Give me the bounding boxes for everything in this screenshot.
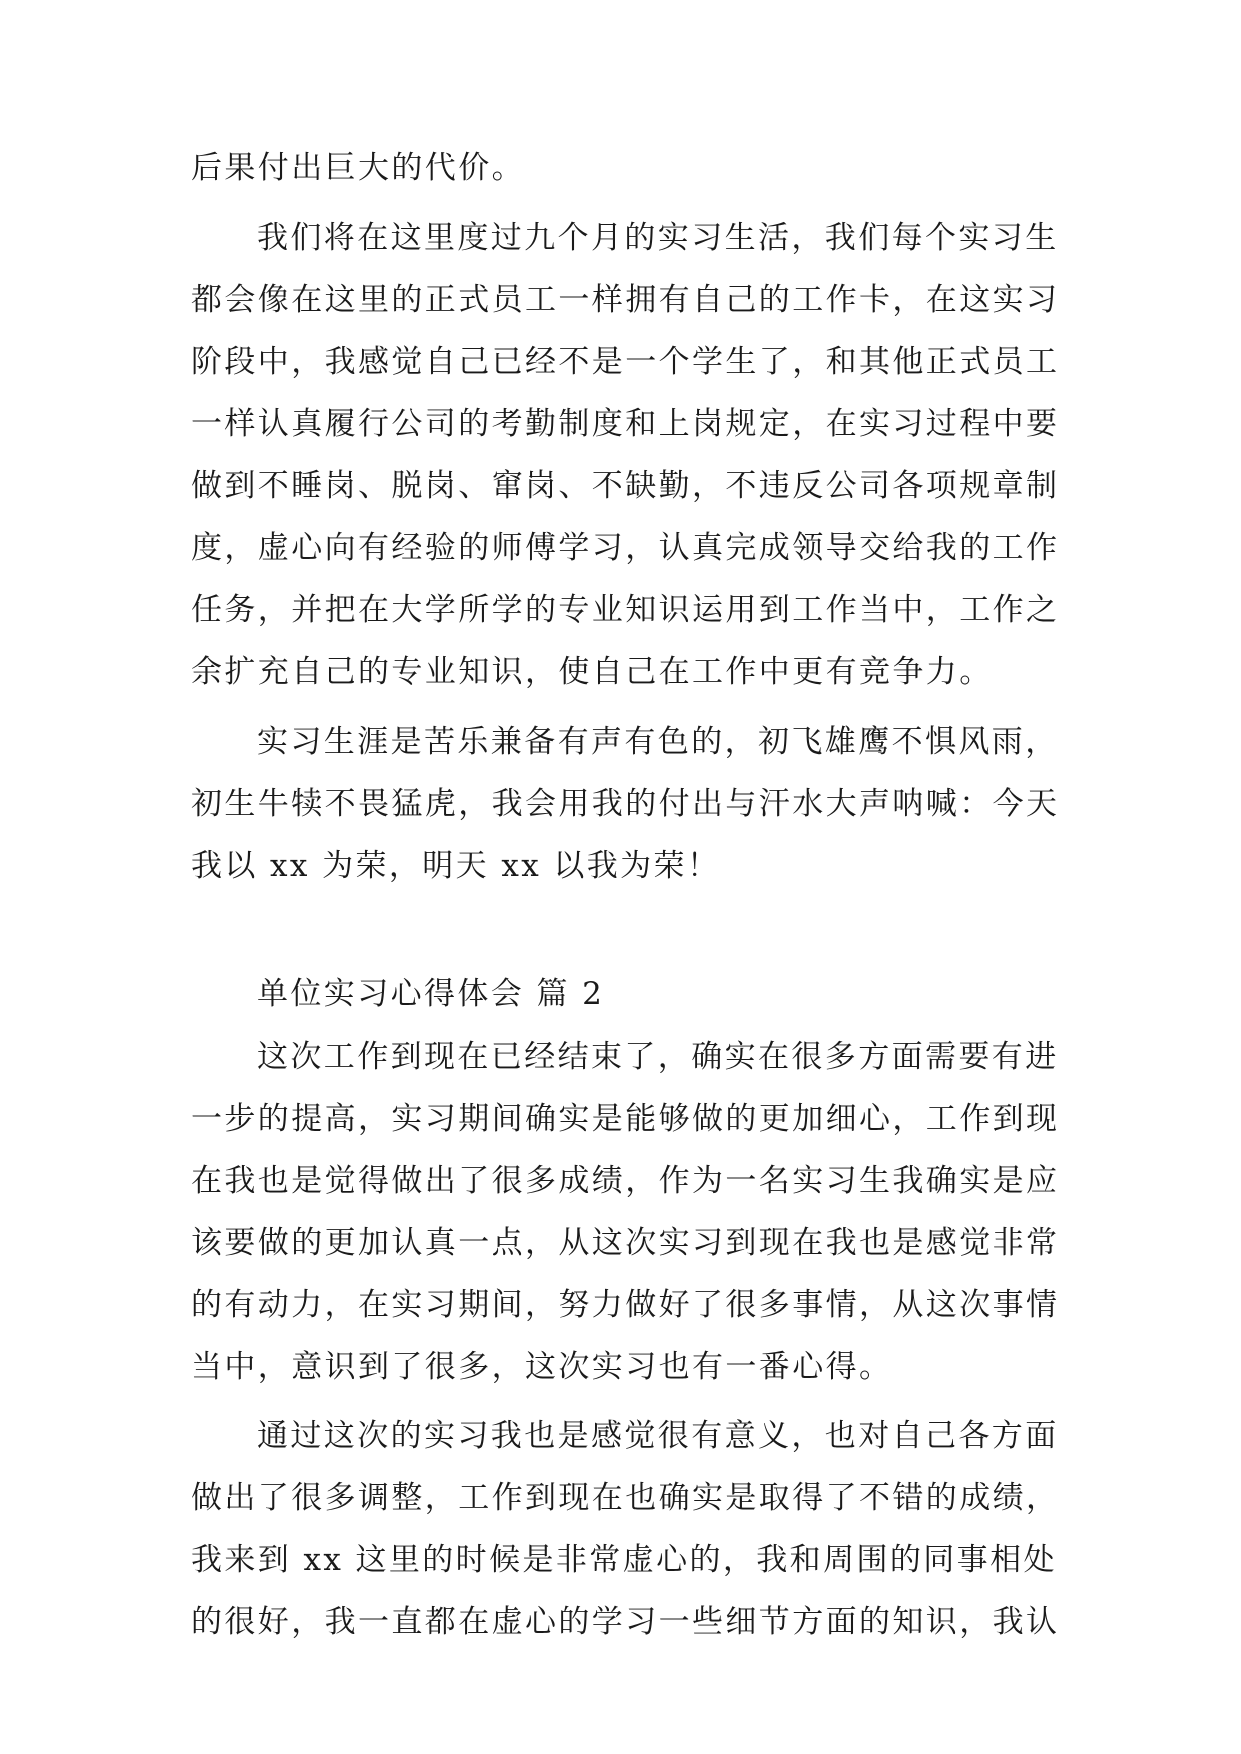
paragraph-line: 度，虚心向有经验的师傅学习，认真完成领导交给我的工作 <box>191 530 1060 566</box>
paragraph-line: 我们将在这里度过九个月的实习生活，我们每个实习生 <box>257 220 1059 256</box>
paragraph-line: 初生牛犊不畏猛虎，我会用我的付出与汗水大声呐喊：今天 <box>191 786 1060 822</box>
paragraph-line: 后果付出巨大的代价。 <box>191 150 525 186</box>
paragraph-line: 阶段中，我感觉自己已经不是一个学生了，和其他正式员工 <box>191 344 1060 380</box>
paragraph-line: 一步的提高，实习期间确实是能够做的更加细心，工作到现 <box>191 1101 1060 1137</box>
paragraph-line: 任务，并把在大学所学的专业知识运用到工作当中，工作之 <box>191 592 1060 628</box>
paragraph-line: 做出了很多调整，工作到现在也确实是取得了不错的成绩， <box>191 1480 1060 1516</box>
paragraph-line: 该要做的更加认真一点，从这次实习到现在我也是感觉非常 <box>191 1225 1060 1261</box>
paragraph-line: 我来到 xx 这里的时候是非常虚心的，我和周围的同事相处 <box>191 1542 1057 1578</box>
paragraph-line: 在我也是觉得做出了很多成绩，作为一名实习生我确实是应 <box>191 1163 1060 1199</box>
paragraph-line: 都会像在这里的正式员工一样拥有自己的工作卡，在这实习 <box>191 282 1060 318</box>
paragraph-line: 一样认真履行公司的考勤制度和上岗规定，在实习过程中要 <box>191 406 1060 442</box>
paragraph-line: 实习生涯是苦乐兼备有声有色的，初飞雄鹰不惧风雨， <box>257 724 1059 760</box>
paragraph-line: 的有动力，在实习期间，努力做好了很多事情，从这次事情 <box>191 1287 1060 1323</box>
paragraph-line: 我以 xx 为荣，明天 xx 以我为荣！ <box>191 848 721 884</box>
paragraph-line: 通过这次的实习我也是感觉很有意义，也对自己各方面 <box>257 1418 1059 1454</box>
paragraph-line: 余扩充自己的专业知识，使自己在工作中更有竞争力。 <box>191 654 993 690</box>
paragraph-line: 的很好，我一直都在虚心的学习一些细节方面的知识，我认 <box>191 1604 1060 1640</box>
paragraph-line: 当中，意识到了很多，这次实习也有一番心得。 <box>191 1349 893 1385</box>
paragraph-line: 这次工作到现在已经结束了，确实在很多方面需要有进 <box>257 1039 1059 1075</box>
section-heading: 单位实习心得体会 篇 2 <box>257 976 605 1012</box>
paragraph-line: 做到不睡岗、脱岗、窜岗、不缺勤，不违反公司各项规章制 <box>191 468 1060 504</box>
